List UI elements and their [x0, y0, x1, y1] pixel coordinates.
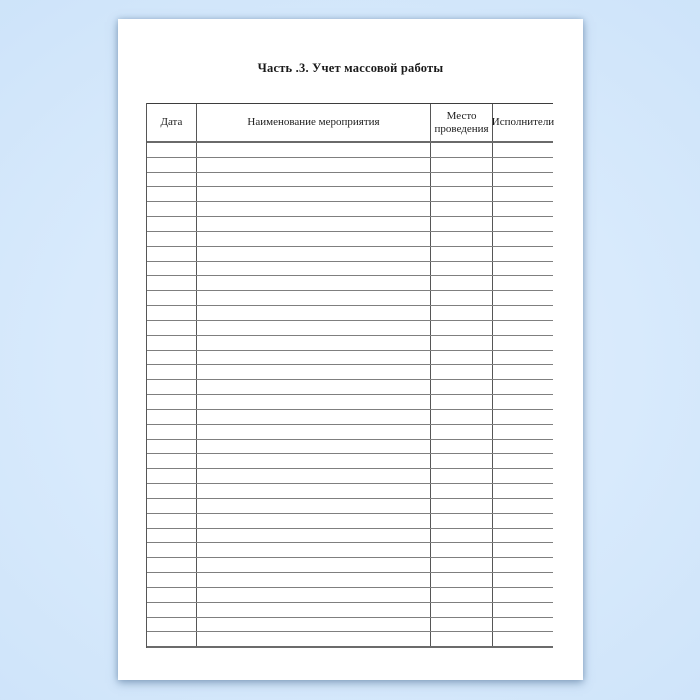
- table-cell: [147, 529, 197, 543]
- table-cell: [147, 484, 197, 498]
- table-row: [147, 321, 553, 336]
- table-cell: [197, 484, 431, 498]
- table-cell: [147, 262, 197, 276]
- table-cell: [493, 410, 553, 424]
- table-cell: [147, 454, 197, 468]
- table-row: [147, 603, 553, 618]
- table-cell: [493, 573, 553, 587]
- table-row: [147, 262, 553, 277]
- table-cell: [431, 484, 493, 498]
- document-page: [118, 19, 583, 680]
- table-cell: [431, 410, 493, 424]
- table-cell: [493, 454, 553, 468]
- table-cell: [147, 380, 197, 394]
- table-row: [147, 632, 553, 648]
- table-row: [147, 247, 553, 262]
- table-cell: [431, 291, 493, 305]
- table-cell: [493, 291, 553, 305]
- table-cell: [493, 158, 553, 172]
- table-cell: [431, 187, 493, 201]
- table-row: [147, 187, 553, 202]
- table-cell: [197, 336, 431, 350]
- table-cell: [147, 588, 197, 602]
- table-cell: [197, 158, 431, 172]
- table-cell: [147, 143, 197, 157]
- table-cell: [197, 262, 431, 276]
- table-row: [147, 425, 553, 440]
- table-cell: [493, 262, 553, 276]
- table-cell: [147, 202, 197, 216]
- table-row: [147, 454, 553, 469]
- table-cell: [147, 276, 197, 290]
- table-cell: [431, 395, 493, 409]
- table-cell: [431, 514, 493, 528]
- table-row: [147, 380, 553, 395]
- table-cell: [493, 514, 553, 528]
- table-cell: [147, 187, 197, 201]
- table-cell: [493, 306, 553, 320]
- table-row: [147, 395, 553, 410]
- table-cell: [431, 454, 493, 468]
- table-cell: [493, 351, 553, 365]
- table-cell: [147, 440, 197, 454]
- table-row: [147, 484, 553, 499]
- table-cell: [147, 425, 197, 439]
- table-row: [147, 588, 553, 603]
- table-cell: [431, 306, 493, 320]
- table-cell: [147, 618, 197, 632]
- table-cell: [197, 202, 431, 216]
- table-cell: [493, 558, 553, 572]
- table-row: [147, 558, 553, 573]
- table-cell: [493, 217, 553, 231]
- table-row: [147, 173, 553, 188]
- table-row: [147, 143, 553, 158]
- table-cell: [493, 588, 553, 602]
- table-row: [147, 529, 553, 544]
- table-cell: [493, 395, 553, 409]
- table-cell: [431, 232, 493, 246]
- table-row: [147, 469, 553, 484]
- table-cell: [197, 499, 431, 513]
- table-row: [147, 306, 553, 321]
- table-cell: [147, 543, 197, 557]
- table-cell: [431, 499, 493, 513]
- table-cell: [431, 632, 493, 646]
- table-cell: [493, 173, 553, 187]
- table-cell: [197, 632, 431, 646]
- table-cell: [147, 395, 197, 409]
- table-cell: [197, 217, 431, 231]
- table-cell: [147, 173, 197, 187]
- table-cell: [147, 469, 197, 483]
- table-cell: [147, 499, 197, 513]
- table-cell: [493, 618, 553, 632]
- table-cell: [197, 573, 431, 587]
- table-cell: [147, 336, 197, 350]
- table-cell: [493, 543, 553, 557]
- table-row: [147, 410, 553, 425]
- table-cell: [431, 529, 493, 543]
- table-cell: [197, 232, 431, 246]
- table-cell: [431, 217, 493, 231]
- table-cell: [493, 380, 553, 394]
- table-cell: [431, 321, 493, 335]
- table-cell: [147, 558, 197, 572]
- table-cell: [197, 291, 431, 305]
- table-cell: [431, 440, 493, 454]
- table-cell: [197, 247, 431, 261]
- table-cell: [431, 336, 493, 350]
- table-cell: [197, 603, 431, 617]
- table-cell: [431, 469, 493, 483]
- table-cell: [197, 440, 431, 454]
- table-cell: [493, 202, 553, 216]
- table-cell: [431, 558, 493, 572]
- table-cell: [197, 173, 431, 187]
- table-cell: [431, 543, 493, 557]
- table-row: [147, 158, 553, 173]
- table-cell: [431, 365, 493, 379]
- table-cell: [493, 440, 553, 454]
- table-cell: [493, 632, 553, 646]
- table-row: [147, 543, 553, 558]
- table-cell: [493, 247, 553, 261]
- table-row: [147, 217, 553, 232]
- table-row: [147, 618, 553, 633]
- table-cell: [197, 529, 431, 543]
- table-cell: [197, 618, 431, 632]
- table-cell: [197, 469, 431, 483]
- table-row: [147, 440, 553, 455]
- table-row: [147, 291, 553, 306]
- table-cell: [197, 187, 431, 201]
- table-row: [147, 276, 553, 291]
- table-cell: [493, 321, 553, 335]
- table-cell: [431, 351, 493, 365]
- table-cell: [493, 187, 553, 201]
- table-row: [147, 232, 553, 247]
- table-cell: [197, 365, 431, 379]
- table-cell: [493, 603, 553, 617]
- table-row: [147, 202, 553, 217]
- table-cell: [147, 321, 197, 335]
- table-row: [147, 499, 553, 514]
- table-cell: [147, 247, 197, 261]
- table-cell: [493, 232, 553, 246]
- table-cell: [431, 173, 493, 187]
- table-cell: [197, 454, 431, 468]
- table-cell: [431, 603, 493, 617]
- table-cell: [431, 247, 493, 261]
- events-table: [146, 103, 553, 648]
- table-cell: [493, 425, 553, 439]
- table-row: [147, 514, 553, 529]
- table-cell: [431, 202, 493, 216]
- table-cell: [147, 158, 197, 172]
- table-cell: [431, 588, 493, 602]
- table-body: [147, 143, 553, 648]
- page-title: Часть .3. Учет массовой работы: [257, 61, 444, 75]
- table-cell: [431, 573, 493, 587]
- table-cell: [431, 262, 493, 276]
- table-row: [147, 365, 553, 380]
- table-cell: [431, 425, 493, 439]
- table-cell: [147, 410, 197, 424]
- table-cell: [493, 484, 553, 498]
- table-cell: [431, 380, 493, 394]
- column-header-performers: Исполнители: [491, 116, 555, 129]
- table-cell: [197, 276, 431, 290]
- table-cell: [197, 380, 431, 394]
- table-cell: [147, 632, 197, 646]
- table-cell: [197, 410, 431, 424]
- table-cell: [197, 588, 431, 602]
- table-cell: [147, 291, 197, 305]
- table-cell: [147, 603, 197, 617]
- table-row: [147, 351, 553, 366]
- table-cell: [197, 558, 431, 572]
- table-cell: [147, 365, 197, 379]
- table-cell: [147, 306, 197, 320]
- table-header-row: [147, 103, 553, 143]
- table-cell: [493, 529, 553, 543]
- table-cell: [147, 217, 197, 231]
- table-cell: [197, 351, 431, 365]
- table-cell: [197, 321, 431, 335]
- column-header-event-name: Наименование мероприятия: [197, 104, 431, 141]
- table-cell: [493, 336, 553, 350]
- table-cell: [493, 499, 553, 513]
- table-cell: [493, 276, 553, 290]
- column-header-venue: Место проведения: [431, 104, 493, 141]
- table-cell: [431, 158, 493, 172]
- table-cell: [493, 469, 553, 483]
- table-row: [147, 573, 553, 588]
- table-cell: [493, 143, 553, 157]
- column-header-date: Дата: [147, 104, 197, 141]
- table-cell: [493, 365, 553, 379]
- table-cell: [431, 276, 493, 290]
- table-cell: [431, 618, 493, 632]
- table-row: [147, 336, 553, 351]
- table-cell: [197, 306, 431, 320]
- table-cell: [197, 514, 431, 528]
- table-cell: [147, 232, 197, 246]
- table-cell: [197, 425, 431, 439]
- table-cell: [197, 543, 431, 557]
- table-cell: [431, 143, 493, 157]
- table-cell: [147, 514, 197, 528]
- table-cell: [197, 395, 431, 409]
- table-cell: [197, 143, 431, 157]
- table-cell: [147, 351, 197, 365]
- table-cell: [147, 573, 197, 587]
